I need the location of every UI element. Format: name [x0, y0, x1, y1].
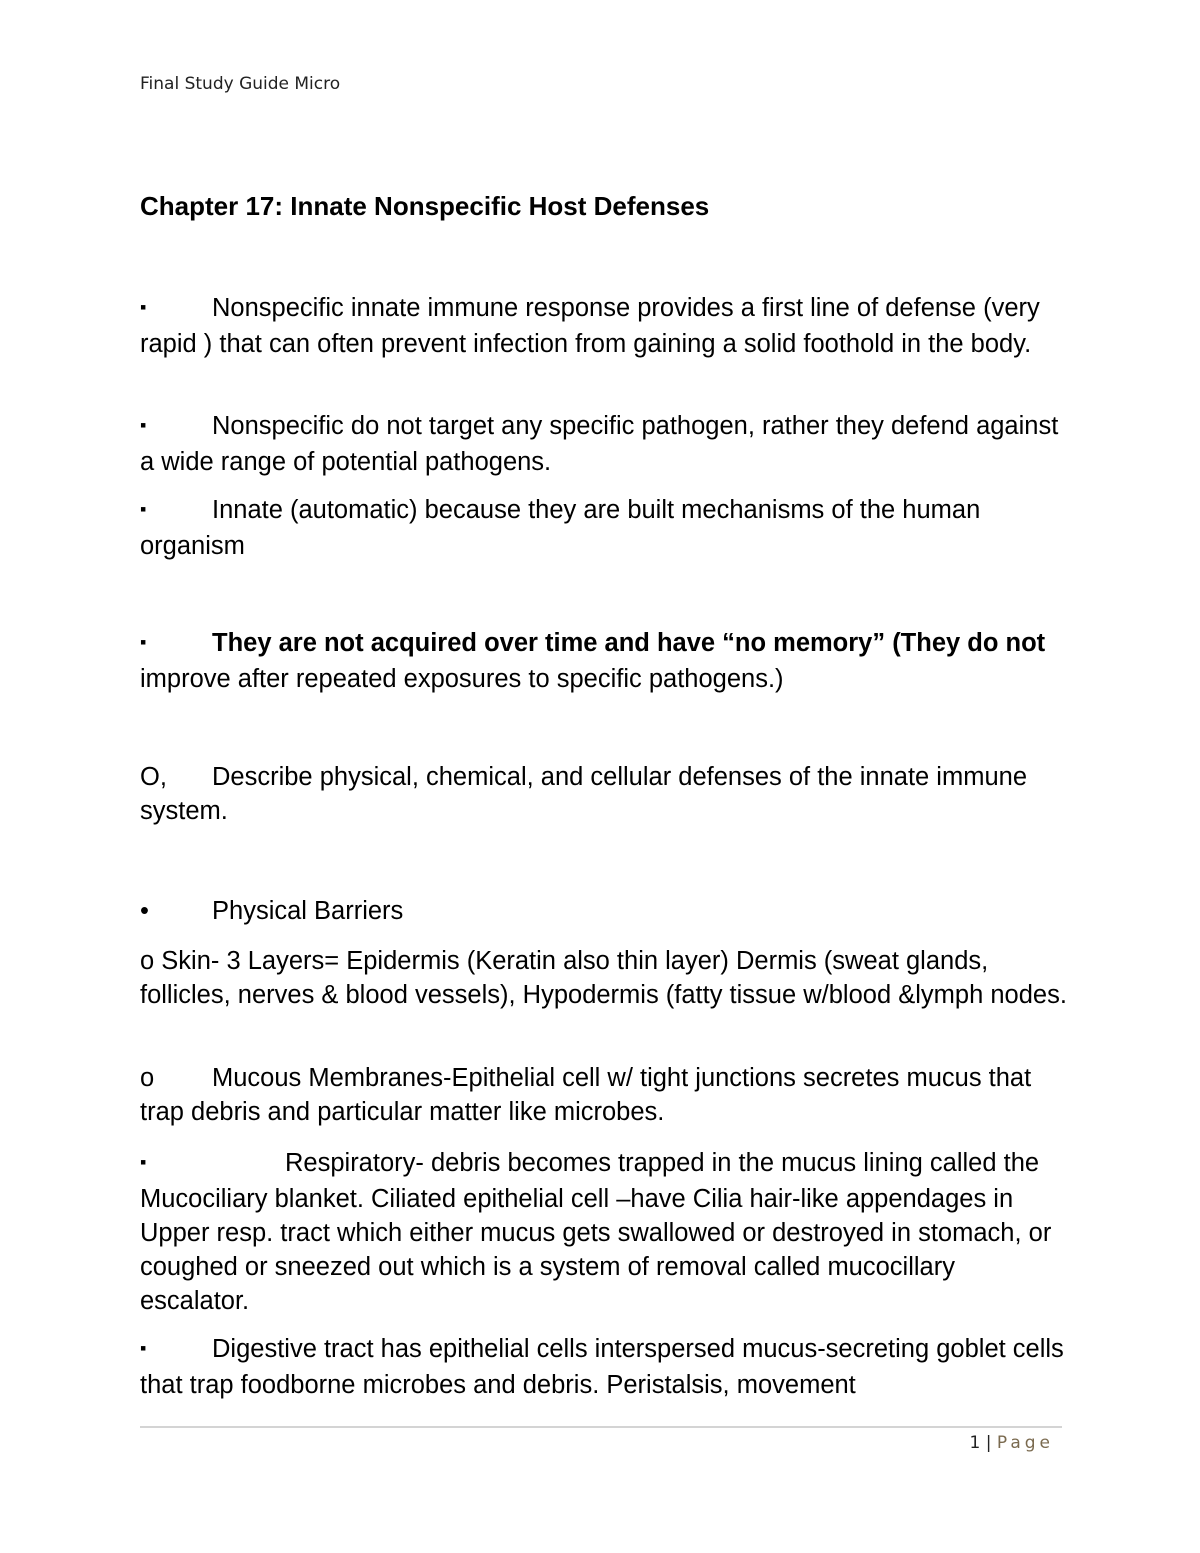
square-bullet-icon: ▪: [140, 632, 147, 652]
o-marker: O,: [140, 763, 167, 791]
list-item: [140, 493, 1070, 563]
page-footer: [969, 1433, 1054, 1453]
bold-paragraph-text: They are not acquired over time and have “no memory” (They do not: [212, 629, 1046, 657]
paragraph-text: Describe physical, chemical, and cellular defenses of the innate immune system.: [140, 763, 1028, 825]
square-bullet-icon: ▪: [140, 1338, 147, 1358]
paragraph-text: Respiratory- debris becomes trapped in the mucus lining called the Mucociliary blanket. Ciliated epithelial cell –have Cilia hair-like appendages in Upper resp. tract which either mucus gets swallowed or destroyed in stomach, or coughed or sneezed out which is a system of removal called mucocillary escalator.: [140, 1149, 1052, 1315]
paragraph-text: improve after repeated exposures to specific pathogens.): [140, 665, 784, 693]
dot-bullet-icon: •: [140, 897, 149, 925]
paragraph-text: Physical Barriers: [212, 897, 404, 925]
list-item: [140, 1146, 1070, 1318]
list-item: [140, 409, 1070, 479]
paragraph-text: Innate (automatic) because they are built mechanisms of the human organism: [140, 496, 981, 560]
paragraph-text: Nonspecific innate immune response provides a first line of defense (very rapid ) that can often prevent infection from gaining a solid foothold in the body.: [140, 294, 1040, 358]
list-item: [140, 760, 1070, 828]
list-item: [140, 626, 1070, 696]
square-bullet-icon: ▪: [140, 415, 147, 435]
chapter-title: Chapter 17: Innate Nonspecific Host Defenses: [140, 191, 710, 221]
o-marker: o: [140, 947, 155, 975]
list-item: [140, 291, 1070, 361]
square-bullet-icon: ▪: [140, 499, 147, 519]
paragraph-text: Nonspecific do not target any specific pathogen, rather they defend against a wide range of potential pathogens.: [140, 412, 1059, 476]
o-marker: o: [140, 1064, 155, 1092]
page-label: Page: [996, 1433, 1054, 1453]
page-header: Final Study Guide Micro: [140, 74, 341, 94]
list-item: [140, 894, 1070, 928]
page-number: 1: [969, 1433, 981, 1453]
list-item: [140, 1332, 1070, 1402]
paragraph-text: Mucous Membranes-Epithelial cell w/ tight junctions secretes mucus that trap debris and particular matter like microbes.: [140, 1064, 1032, 1126]
paragraph-text: Digestive tract has epithelial cells interspersed mucus-secreting goblet cells that trap foodborne microbes and debris. Peristalsis, movement: [140, 1335, 1064, 1399]
footer-divider: [140, 1426, 1062, 1428]
list-item: [140, 944, 1070, 1012]
square-bullet-icon: ▪: [140, 297, 147, 317]
square-bullet-icon: ▪: [140, 1152, 147, 1172]
page-separator: |: [985, 1433, 992, 1453]
list-item: [140, 1061, 1070, 1129]
paragraph-text: Skin- 3 Layers= Epidermis (Keratin also thin layer) Dermis (sweat glands, follicles, nerves & blood vessels), Hypodermis (fatty tissue w/blood &lymph nodes.: [140, 947, 1067, 1009]
